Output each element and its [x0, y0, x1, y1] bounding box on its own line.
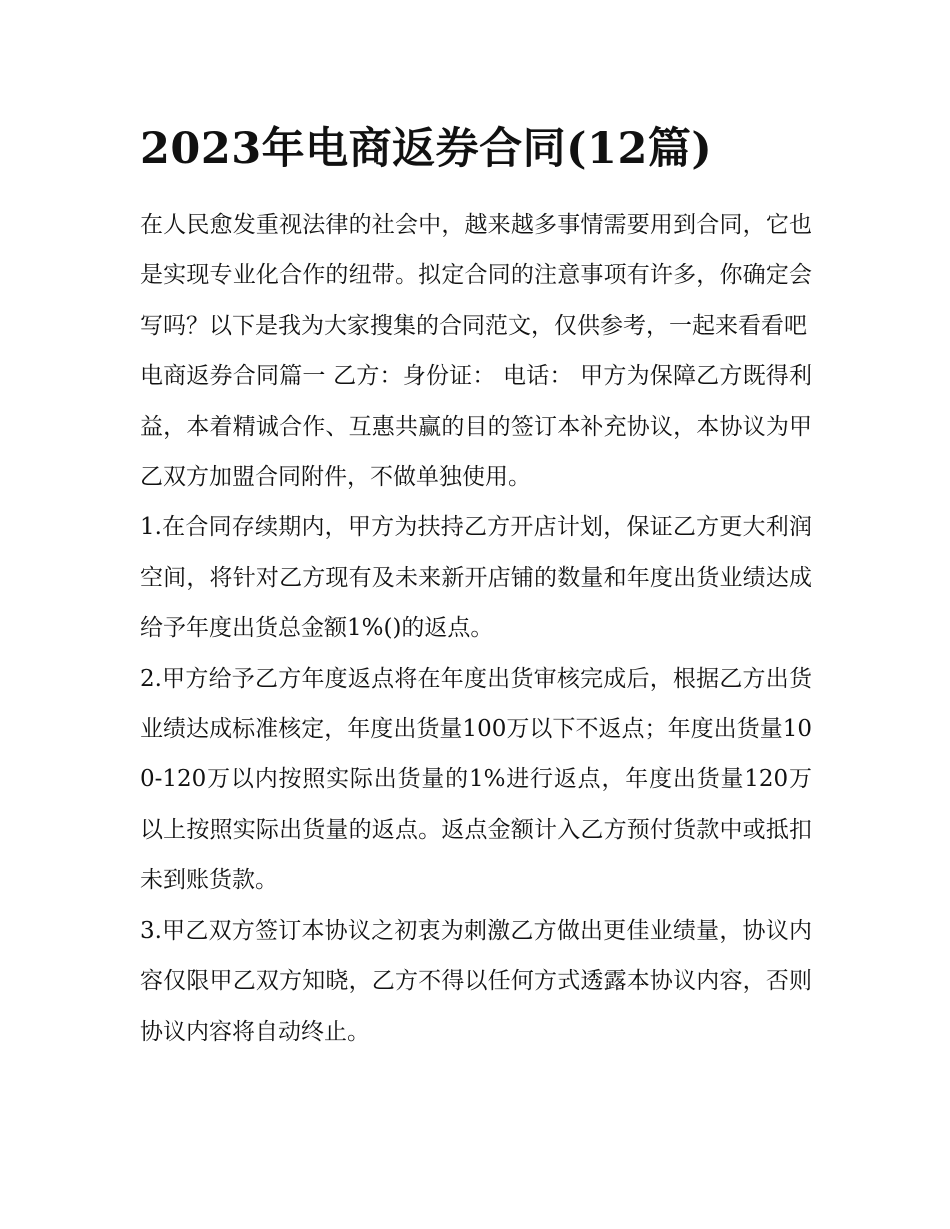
clause-3-paragraph: 3.甲乙双方签订本协议之初衷为刺激乙方做出更佳业绩量，协议内容仅限甲乙双方知晓，乙方不得以任何方式透露本协议内容，否则协议内容将自动终止。 — [140, 917, 812, 1045]
intro-paragraph: 在人民愈发重视法律的社会中，越来越多事情需要用到合同，它也是实现专业化合作的纽带。拟定合同的注意事项有许多，你确定会写吗？以下是我为大家搜集的合同范文，仅供参考，一起来看看吧 — [140, 212, 812, 339]
document-page — [140, 118, 812, 1057]
section-one-paragraph: 电商返券合同篇一 乙方：身份证： 电话： 甲方为保障乙方既得利益，本着精诚合作、互惠共赢的目的签订本补充协议，本协议为甲乙双方加盟合同附件，不做单独使用。 — [140, 363, 812, 491]
document-title: 2023年电商返券合同(12篇) — [140, 124, 713, 174]
clause-1-paragraph: 1.在合同存续期内，甲方为扶持乙方开店计划，保证乙方更大利润空间，将针对乙方现有及未来新开店铺的数量和年度出货业绩达成给予年度出货总金额1%()的返点。 — [140, 514, 812, 642]
clause-2-paragraph: 2.甲方给予乙方年度返点将在年度出货审核完成后，根据乙方出货业绩达成标准核定，年度出货量100万以下不返点；年度出货量100-120万以内按照实际出货量的1%进行返点，年度出货量120万以上按照实际出货量的返点。返点金额计入乙方预付货款中或抵扣未到账货款。 — [140, 665, 812, 894]
